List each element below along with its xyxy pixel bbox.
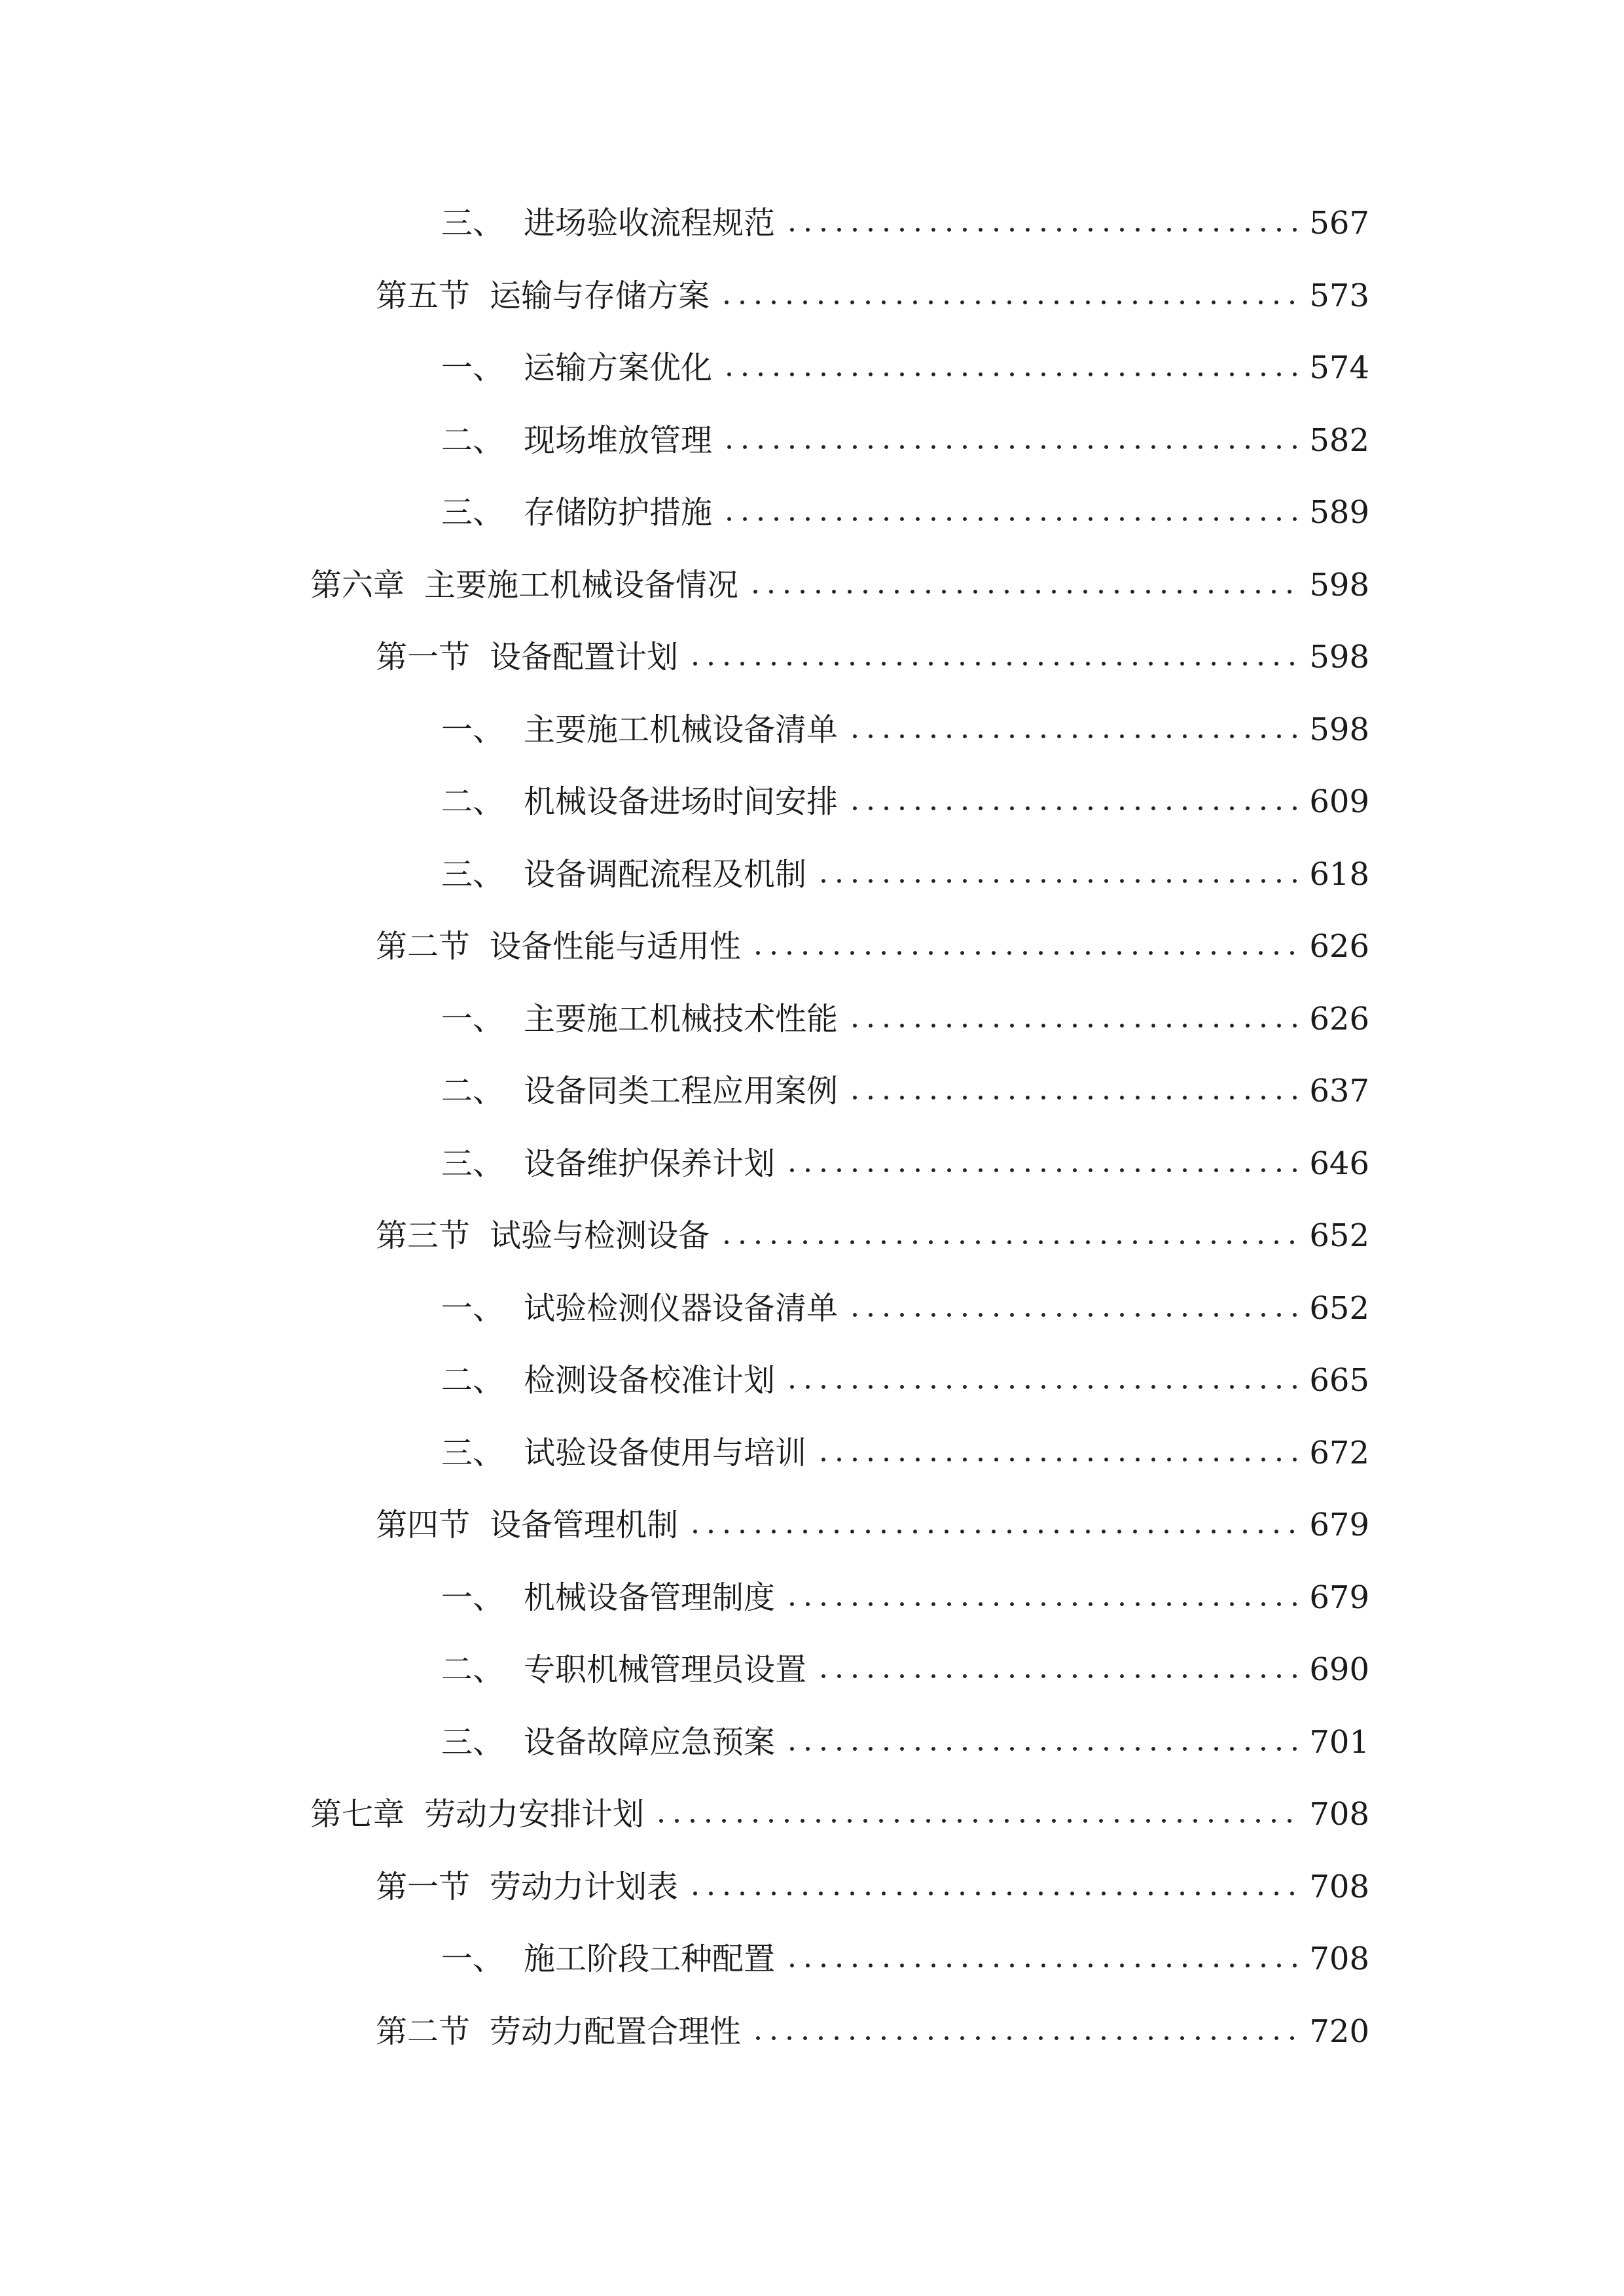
toc-entry-number: 第二节 (376, 928, 471, 965)
toc-entry-page-number: 652 (1309, 1290, 1369, 1327)
dot-leader (721, 515, 1300, 523)
toc-entry-title: 进场验收流程规范 (524, 205, 776, 242)
toc-entry[interactable] (441, 480, 1369, 532)
toc-entry[interactable] (441, 1131, 1369, 1183)
toc-entry-page-number: 589 (1309, 494, 1369, 531)
toc-entry-number: 一、 (441, 711, 505, 748)
toc-entry-number: 三、 (441, 494, 505, 531)
dot-leader (687, 1528, 1300, 1535)
toc-entry-number: 一、 (441, 1941, 505, 1977)
dot-leader (816, 1456, 1300, 1463)
toc-entry-title: 存储防护措施 (524, 494, 713, 531)
toc-entry-number: 三、 (441, 856, 505, 893)
dot-leader (784, 1383, 1300, 1391)
toc-entry-page-number: 679 (1309, 1507, 1369, 1543)
toc-entry[interactable] (441, 335, 1369, 387)
toc-entry[interactable] (441, 1058, 1369, 1111)
toc-entry-title: 施工阶段工种配置 (524, 1941, 776, 1977)
toc-entry[interactable] (441, 190, 1369, 243)
toc-entry[interactable] (376, 1492, 1369, 1545)
dot-leader (784, 1166, 1300, 1174)
dot-leader (721, 370, 1300, 378)
toc-entry[interactable] (310, 552, 1369, 605)
toc-entry-number: 第一节 (376, 1869, 471, 1905)
toc-entry-number: 二、 (441, 1651, 505, 1688)
toc-entry-number: 三、 (441, 205, 505, 242)
toc-entry-number: 第三节 (376, 1217, 471, 1254)
toc-entry-page-number: 701 (1309, 1724, 1369, 1761)
toc-entry-title: 劳动力计划表 (490, 1869, 679, 1905)
toc-entry-number: 三、 (441, 1145, 505, 1182)
toc-entry-number: 第五节 (376, 278, 471, 314)
toc-entry-title: 设备调配流程及机制 (524, 856, 807, 893)
toc-entry-number: 二、 (441, 1073, 505, 1109)
dot-leader (847, 1022, 1300, 1030)
toc-entry[interactable] (310, 1782, 1369, 1834)
dot-leader (721, 443, 1300, 451)
dot-leader (687, 660, 1300, 668)
toc-entry-title: 设备同类工程应用案例 (524, 1073, 839, 1109)
toc-entry-title: 运输方案优化 (524, 350, 713, 386)
toc-entry[interactable] (441, 1276, 1369, 1328)
toc-entry[interactable] (376, 624, 1369, 677)
dot-leader (719, 1238, 1300, 1246)
toc-entry-page-number: 679 (1309, 1579, 1369, 1616)
toc-entry-title: 主要施工机械设备清单 (524, 711, 839, 748)
toc-entry-title: 试验设备使用与培训 (524, 1435, 807, 1471)
toc-entry-title: 设备维护保养计划 (524, 1145, 776, 1182)
toc-entry-page-number: 720 (1309, 2013, 1369, 2050)
toc-entry-title: 检测设备校准计划 (524, 1362, 776, 1399)
dot-leader (847, 1094, 1300, 1102)
toc-entry-number: 一、 (441, 1290, 505, 1327)
toc-entry-page-number: 637 (1309, 1073, 1369, 1109)
toc-entry[interactable] (441, 769, 1369, 821)
toc-entry-title: 专职机械管理员设置 (524, 1651, 807, 1688)
toc-entry-title: 设备配置计划 (490, 639, 679, 675)
toc-entry-number: 第七章 (310, 1796, 405, 1833)
toc-entry[interactable] (441, 986, 1369, 1039)
toc-entry-page-number: 652 (1309, 1217, 1369, 1254)
dot-leader (784, 1600, 1300, 1608)
toc-entry[interactable] (441, 1926, 1369, 1979)
toc-entry[interactable] (441, 1420, 1369, 1473)
toc-entry-page-number: 626 (1309, 1001, 1369, 1037)
toc-entry-title: 设备故障应急预案 (524, 1724, 776, 1761)
toc-entry-title: 现场堆放管理 (524, 422, 713, 459)
toc-entry-title: 试验检测仪器设备清单 (524, 1290, 839, 1327)
toc-entry-number: 第二节 (376, 2013, 471, 2050)
toc-entry-page-number: 626 (1309, 928, 1369, 965)
toc-entry-number: 三、 (441, 1435, 505, 1471)
toc-entry[interactable] (376, 1854, 1369, 1907)
toc-entry-number: 二、 (441, 1362, 505, 1399)
dot-leader (847, 1311, 1300, 1319)
dot-leader (653, 1817, 1300, 1825)
toc-entry-page-number: 708 (1309, 1941, 1369, 1977)
toc-entry-page-number: 574 (1309, 350, 1369, 386)
toc-entry[interactable] (376, 914, 1369, 966)
toc-entry-number: 二、 (441, 422, 505, 459)
toc-entry-page-number: 609 (1309, 783, 1369, 820)
dot-leader (784, 1962, 1300, 1969)
toc-entry-page-number: 598 (1309, 567, 1369, 603)
toc-entry-number: 二、 (441, 783, 505, 820)
toc-entry-title: 机械设备管理制度 (524, 1579, 776, 1616)
toc-entry[interactable] (441, 1348, 1369, 1400)
toc-entry[interactable] (376, 1203, 1369, 1255)
toc-entry-page-number: 567 (1309, 205, 1369, 242)
toc-entry-page-number: 708 (1309, 1869, 1369, 1905)
toc-entry-page-number: 618 (1309, 856, 1369, 893)
dot-leader (719, 298, 1300, 306)
dot-leader (687, 1890, 1300, 1897)
toc-entry-page-number: 690 (1309, 1651, 1369, 1688)
toc-entry-title: 运输与存储方案 (490, 278, 710, 314)
toc-entry-title: 劳动力配置合理性 (490, 2013, 742, 2050)
dot-leader (750, 949, 1300, 957)
toc-entry[interactable] (441, 842, 1369, 894)
toc-entry-title: 设备管理机制 (490, 1507, 679, 1543)
toc-entry-title: 试验与检测设备 (490, 1217, 710, 1254)
toc-entry-number: 第六章 (310, 567, 405, 603)
toc-entry-title: 设备性能与适用性 (490, 928, 742, 965)
toc-entry-page-number: 598 (1309, 711, 1369, 748)
dot-leader (816, 877, 1300, 885)
toc-entry-number: 第一节 (376, 639, 471, 675)
toc-entry-page-number: 573 (1309, 278, 1369, 314)
toc-entry-page-number: 598 (1309, 639, 1369, 675)
toc-entry-number: 第四节 (376, 1507, 471, 1543)
toc-entry-title: 主要施工机械设备情况 (424, 567, 739, 603)
toc-entry-number: 一、 (441, 350, 505, 386)
toc-entry-page-number: 646 (1309, 1145, 1369, 1182)
toc-entry-number: 一、 (441, 1001, 505, 1037)
dot-leader (847, 732, 1300, 740)
toc-entry-title: 主要施工机械技术性能 (524, 1001, 839, 1037)
dot-leader (847, 804, 1300, 812)
toc-entry[interactable] (441, 697, 1369, 749)
toc-entry[interactable] (376, 1999, 1369, 2051)
toc-entry-number: 三、 (441, 1724, 505, 1761)
dot-leader (748, 588, 1300, 596)
toc-entry[interactable] (441, 1637, 1369, 1689)
toc-entry-title: 劳动力安排计划 (424, 1796, 645, 1833)
toc-entry-page-number: 582 (1309, 422, 1369, 459)
toc-entry-page-number: 708 (1309, 1796, 1369, 1833)
toc-entry[interactable] (376, 263, 1369, 315)
dot-leader (784, 226, 1300, 234)
toc-entry-page-number: 672 (1309, 1435, 1369, 1471)
toc-entry-title: 机械设备进场时间安排 (524, 783, 839, 820)
toc-entry[interactable] (441, 408, 1369, 460)
dot-leader (750, 2034, 1300, 2042)
dot-leader (784, 1745, 1300, 1753)
toc-entry-page-number: 665 (1309, 1362, 1369, 1399)
dot-leader (816, 1672, 1300, 1680)
toc-entry-number: 一、 (441, 1579, 505, 1616)
toc-entry[interactable] (441, 1710, 1369, 1762)
toc-entry[interactable] (441, 1565, 1369, 1617)
